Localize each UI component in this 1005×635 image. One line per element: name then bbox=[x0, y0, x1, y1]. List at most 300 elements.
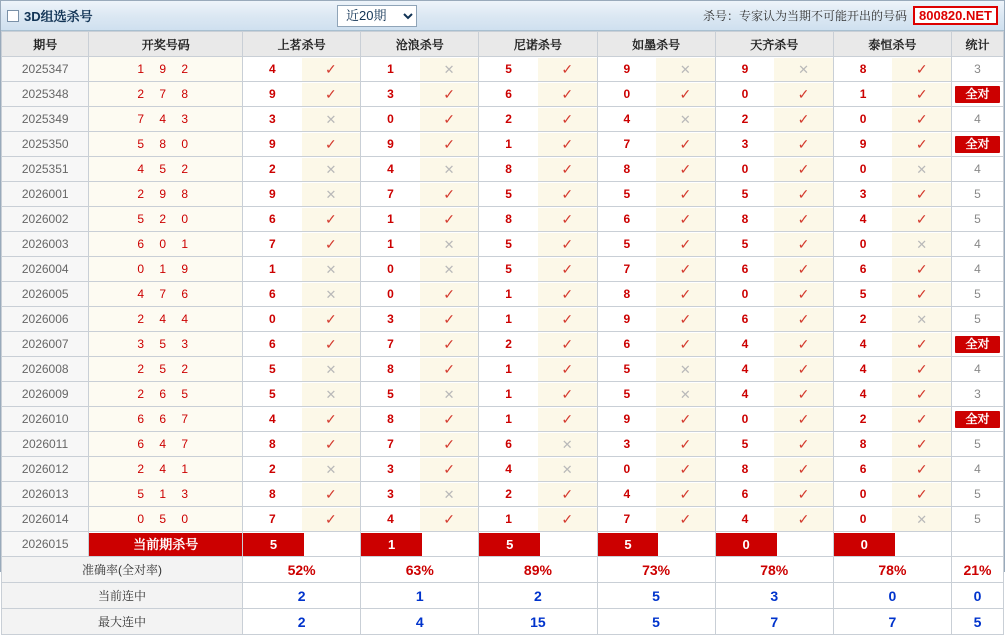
cell-expert-4 bbox=[715, 157, 833, 182]
kill-number: 2 bbox=[243, 158, 302, 181]
cell-issue[interactable]: 2026014 bbox=[2, 507, 89, 532]
check-icon: ✓ bbox=[420, 508, 479, 531]
all-correct-badge: 全对 bbox=[955, 336, 1000, 353]
check-icon: ✓ bbox=[538, 483, 597, 506]
cell-expert-4 bbox=[715, 407, 833, 432]
cross-icon: ✕ bbox=[538, 433, 597, 456]
cell-expert-0 bbox=[243, 207, 361, 232]
table-row bbox=[2, 507, 1004, 532]
check-icon: ✓ bbox=[656, 258, 715, 281]
cell-open-numbers: 1 9 2 bbox=[89, 57, 243, 82]
col-header-expert-5: 泰恒杀号 bbox=[833, 32, 951, 57]
cell-expert-4 bbox=[715, 507, 833, 532]
cell-expert-0 bbox=[243, 232, 361, 257]
kill-number: 4 bbox=[834, 358, 893, 381]
cell-issue[interactable]: 2026003 bbox=[2, 232, 89, 257]
cell-issue[interactable]: 2025348 bbox=[2, 82, 89, 107]
cell-expert-3 bbox=[597, 307, 715, 332]
table-row bbox=[2, 107, 1004, 132]
cell-expert-5 bbox=[833, 407, 951, 432]
cell-issue[interactable]: 2026005 bbox=[2, 282, 89, 307]
check-icon: ✓ bbox=[656, 408, 715, 431]
kill-number: 9 bbox=[243, 183, 302, 206]
cross-icon: ✕ bbox=[302, 283, 361, 306]
summary-stat: 5 bbox=[951, 609, 1003, 635]
kill-number: 5 bbox=[716, 233, 775, 256]
kill-number: 6 bbox=[598, 333, 657, 356]
kill-number: 0 bbox=[834, 508, 893, 531]
kill-number: 3 bbox=[361, 83, 420, 106]
current-kill-number: 5 bbox=[479, 533, 540, 556]
check-icon: ✓ bbox=[420, 333, 479, 356]
kill-number: 3 bbox=[361, 483, 420, 506]
cell-open-numbers: 2 9 8 bbox=[89, 182, 243, 207]
cross-icon: ✕ bbox=[656, 358, 715, 381]
cell-expert-0 bbox=[243, 507, 361, 532]
kill-number: 9 bbox=[598, 308, 657, 331]
site-logo: 800820.NET bbox=[913, 6, 998, 25]
cell-expert-3 bbox=[597, 257, 715, 282]
kill-number: 7 bbox=[598, 258, 657, 281]
check-icon: ✓ bbox=[892, 358, 951, 381]
check-icon: ✓ bbox=[302, 133, 361, 156]
kill-number: 8 bbox=[479, 158, 538, 181]
current-period-row bbox=[2, 532, 1004, 557]
check-icon: ✓ bbox=[892, 58, 951, 81]
kill-number: 8 bbox=[361, 408, 420, 431]
cell-issue[interactable]: 2026008 bbox=[2, 357, 89, 382]
kill-number: 8 bbox=[479, 208, 538, 231]
cell-expert-3 bbox=[597, 507, 715, 532]
current-kill-number: 0 bbox=[716, 533, 777, 556]
cell-expert-2 bbox=[479, 157, 597, 182]
kill-number: 5 bbox=[598, 183, 657, 206]
kill-number: 4 bbox=[716, 358, 775, 381]
kill-number: 4 bbox=[479, 458, 538, 481]
cell-expert-0 bbox=[243, 357, 361, 382]
cell-issue[interactable]: 2026002 bbox=[2, 207, 89, 232]
cell-expert-1 bbox=[361, 457, 479, 482]
check-icon: ✓ bbox=[302, 308, 361, 331]
kill-number: 7 bbox=[361, 333, 420, 356]
table-row bbox=[2, 82, 1004, 107]
cell-expert-5 bbox=[833, 307, 951, 332]
col-header-expert-1: 沧浪杀号 bbox=[361, 32, 479, 57]
cell-issue[interactable]: 2026007 bbox=[2, 332, 89, 357]
kill-number: 0 bbox=[361, 283, 420, 306]
summary-value-0: 52% bbox=[243, 557, 361, 583]
kill-number: 2 bbox=[479, 108, 538, 131]
toolbar bbox=[1, 1, 1004, 31]
kill-number: 0 bbox=[834, 158, 893, 181]
cell-stat: 3 bbox=[951, 382, 1003, 407]
cell-expert-2 bbox=[479, 482, 597, 507]
cell-stat: 5 bbox=[951, 282, 1003, 307]
current-kill-number: 1 bbox=[361, 533, 422, 556]
cell-stat-current bbox=[951, 532, 1003, 557]
kill-number: 9 bbox=[598, 58, 657, 81]
check-icon: ✓ bbox=[538, 158, 597, 181]
kill-number: 2 bbox=[834, 408, 893, 431]
page-title: 3D组选杀号 bbox=[24, 9, 93, 24]
cross-icon: ✕ bbox=[302, 358, 361, 381]
cell-expert-1 bbox=[361, 307, 479, 332]
cell-expert-1 bbox=[361, 332, 479, 357]
col-header-expert-4: 天齐杀号 bbox=[715, 32, 833, 57]
cell-expert-5 bbox=[833, 132, 951, 157]
kill-number: 5 bbox=[834, 283, 893, 306]
cell-expert-2 bbox=[479, 407, 597, 432]
check-icon: ✓ bbox=[892, 408, 951, 431]
cell-expert-2 bbox=[479, 282, 597, 307]
cross-icon: ✕ bbox=[302, 458, 361, 481]
cell-stat: 5 bbox=[951, 507, 1003, 532]
check-icon: ✓ bbox=[302, 433, 361, 456]
check-icon: ✓ bbox=[774, 183, 833, 206]
check-icon: ✓ bbox=[774, 233, 833, 256]
kill-number: 0 bbox=[716, 408, 775, 431]
cell-expert-2 bbox=[479, 382, 597, 407]
cell-expert-3 bbox=[597, 382, 715, 407]
check-icon: ✓ bbox=[774, 83, 833, 106]
cell-expert-0 bbox=[243, 407, 361, 432]
kill-number: 9 bbox=[716, 58, 775, 81]
kill-number: 0 bbox=[243, 308, 302, 331]
cell-expert-4 bbox=[715, 382, 833, 407]
current-kill-cell-1 bbox=[361, 532, 479, 557]
cross-icon: ✕ bbox=[420, 383, 479, 406]
kill-number: 8 bbox=[716, 208, 775, 231]
cell-expert-1 bbox=[361, 432, 479, 457]
table-row bbox=[2, 207, 1004, 232]
check-icon: ✓ bbox=[656, 508, 715, 531]
check-icon: ✓ bbox=[538, 133, 597, 156]
cell-expert-1 bbox=[361, 482, 479, 507]
cross-icon: ✕ bbox=[892, 508, 951, 531]
cell-issue[interactable]: 2026001 bbox=[2, 182, 89, 207]
check-icon: ✓ bbox=[774, 508, 833, 531]
cross-icon: ✕ bbox=[774, 58, 833, 81]
check-icon: ✓ bbox=[420, 83, 479, 106]
cross-icon: ✕ bbox=[420, 58, 479, 81]
cross-icon: ✕ bbox=[302, 258, 361, 281]
cell-open-numbers: 5 1 3 bbox=[89, 482, 243, 507]
table-row bbox=[2, 257, 1004, 282]
table-row bbox=[2, 357, 1004, 382]
cell-stat bbox=[951, 332, 1003, 357]
check-icon: ✓ bbox=[774, 133, 833, 156]
cell-issue[interactable]: 2026013 bbox=[2, 482, 89, 507]
check-icon: ✓ bbox=[538, 408, 597, 431]
check-icon: ✓ bbox=[656, 433, 715, 456]
cell-stat: 4 bbox=[951, 232, 1003, 257]
kill-number: 6 bbox=[243, 283, 302, 306]
check-icon: ✓ bbox=[538, 283, 597, 306]
check-icon: ✓ bbox=[538, 258, 597, 281]
kill-number: 6 bbox=[716, 258, 775, 281]
cell-expert-5 bbox=[833, 207, 951, 232]
check-icon: ✓ bbox=[538, 383, 597, 406]
cell-expert-0 bbox=[243, 182, 361, 207]
check-icon: ✓ bbox=[656, 458, 715, 481]
cell-stat: 5 bbox=[951, 307, 1003, 332]
cell-expert-0 bbox=[243, 132, 361, 157]
cell-expert-4 bbox=[715, 207, 833, 232]
cell-expert-2 bbox=[479, 82, 597, 107]
cell-expert-2 bbox=[479, 132, 597, 157]
kill-number: 0 bbox=[716, 283, 775, 306]
kill-number: 1 bbox=[361, 58, 420, 81]
kill-number: 8 bbox=[834, 58, 893, 81]
cell-expert-0 bbox=[243, 57, 361, 82]
kill-number: 9 bbox=[598, 408, 657, 431]
kill-number: 4 bbox=[716, 508, 775, 531]
cell-expert-0 bbox=[243, 432, 361, 457]
kill-number: 9 bbox=[834, 133, 893, 156]
table-head bbox=[2, 32, 1004, 57]
table-row bbox=[2, 457, 1004, 482]
check-icon: ✓ bbox=[656, 183, 715, 206]
kill-number: 4 bbox=[361, 508, 420, 531]
table-row bbox=[2, 382, 1004, 407]
check-icon: ✓ bbox=[538, 83, 597, 106]
cell-expert-2 bbox=[479, 307, 597, 332]
cell-issue[interactable]: 2026010 bbox=[2, 407, 89, 432]
cell-open-numbers: 4 5 2 bbox=[89, 157, 243, 182]
kill-number: 9 bbox=[243, 133, 302, 156]
kill-number: 7 bbox=[598, 133, 657, 156]
cell-expert-5 bbox=[833, 382, 951, 407]
check-icon: ✓ bbox=[302, 58, 361, 81]
summary-stat: 0 bbox=[951, 583, 1003, 609]
col-header-open: 开奖号码 bbox=[89, 32, 243, 57]
cell-expert-5 bbox=[833, 507, 951, 532]
toolbar-note-group bbox=[703, 6, 998, 25]
cell-issue[interactable]: 2026004 bbox=[2, 257, 89, 282]
cell-expert-2 bbox=[479, 457, 597, 482]
summary-value-5: 78% bbox=[833, 557, 951, 583]
check-icon: ✓ bbox=[538, 183, 597, 206]
check-icon: ✓ bbox=[774, 408, 833, 431]
cell-expert-1 bbox=[361, 282, 479, 307]
check-icon: ✓ bbox=[892, 108, 951, 131]
cell-expert-4 bbox=[715, 457, 833, 482]
cell-expert-2 bbox=[479, 57, 597, 82]
kill-number: 8 bbox=[716, 458, 775, 481]
cell-issue[interactable]: 2026006 bbox=[2, 307, 89, 332]
col-header-issue: 期号 bbox=[2, 32, 89, 57]
current-kill-cell-4 bbox=[715, 532, 833, 557]
cell-expert-0 bbox=[243, 82, 361, 107]
kill-number: 2 bbox=[479, 333, 538, 356]
current-kill-cell-3 bbox=[597, 532, 715, 557]
check-icon: ✓ bbox=[774, 108, 833, 131]
summary-label: 准确率(全对率) bbox=[2, 557, 243, 583]
summary-row bbox=[2, 583, 1004, 609]
cell-expert-0 bbox=[243, 457, 361, 482]
check-icon: ✓ bbox=[302, 333, 361, 356]
cell-expert-5 bbox=[833, 157, 951, 182]
kill-number: 3 bbox=[361, 458, 420, 481]
select-all-checkbox[interactable] bbox=[7, 10, 19, 22]
cell-stat bbox=[951, 407, 1003, 432]
check-icon: ✓ bbox=[774, 208, 833, 231]
cell-expert-3 bbox=[597, 157, 715, 182]
cell-stat: 4 bbox=[951, 457, 1003, 482]
cell-expert-1 bbox=[361, 232, 479, 257]
cell-expert-4 bbox=[715, 357, 833, 382]
table-row bbox=[2, 232, 1004, 257]
period-select[interactable] bbox=[337, 5, 417, 27]
summary-value-5: 0 bbox=[833, 583, 951, 609]
cell-stat bbox=[951, 82, 1003, 107]
kill-number: 0 bbox=[834, 108, 893, 131]
check-icon: ✓ bbox=[892, 183, 951, 206]
kill-number: 8 bbox=[598, 158, 657, 181]
cell-open-numbers: 2 6 5 bbox=[89, 382, 243, 407]
cell-issue-current[interactable]: 2026015 bbox=[2, 532, 89, 557]
cell-issue[interactable]: 2025347 bbox=[2, 57, 89, 82]
summary-value-1: 1 bbox=[361, 583, 479, 609]
check-icon: ✓ bbox=[656, 83, 715, 106]
cell-expert-1 bbox=[361, 257, 479, 282]
cell-issue[interactable]: 2026011 bbox=[2, 432, 89, 457]
cell-expert-4 bbox=[715, 432, 833, 457]
check-icon: ✓ bbox=[774, 158, 833, 181]
cell-expert-3 bbox=[597, 57, 715, 82]
table-row bbox=[2, 182, 1004, 207]
cell-issue[interactable]: 2026012 bbox=[2, 457, 89, 482]
kill-number: 1 bbox=[834, 83, 893, 106]
table-row bbox=[2, 407, 1004, 432]
kill-number: 1 bbox=[361, 208, 420, 231]
cell-expert-4 bbox=[715, 132, 833, 157]
cross-icon: ✕ bbox=[302, 108, 361, 131]
check-icon: ✓ bbox=[774, 458, 833, 481]
cell-expert-1 bbox=[361, 157, 479, 182]
check-icon: ✓ bbox=[892, 258, 951, 281]
check-icon: ✓ bbox=[538, 108, 597, 131]
kill-number: 9 bbox=[361, 133, 420, 156]
toolbar-title-group bbox=[7, 6, 337, 25]
current-kill-number: 0 bbox=[834, 533, 895, 556]
cross-icon: ✕ bbox=[538, 458, 597, 481]
kill-number: 4 bbox=[834, 383, 893, 406]
current-kill-number: 5 bbox=[598, 533, 659, 556]
current-kill-label: 当前期杀号 bbox=[89, 533, 242, 556]
cell-expert-5 bbox=[833, 482, 951, 507]
cell-issue[interactable]: 2025350 bbox=[2, 132, 89, 157]
summary-value-2: 89% bbox=[479, 557, 597, 583]
col-header-expert-2: 尼诺杀号 bbox=[479, 32, 597, 57]
header-row bbox=[2, 32, 1004, 57]
kill-number: 6 bbox=[716, 483, 775, 506]
check-icon: ✓ bbox=[538, 508, 597, 531]
col-header-stat: 统计 bbox=[951, 32, 1003, 57]
cross-icon: ✕ bbox=[892, 233, 951, 256]
cell-expert-0 bbox=[243, 482, 361, 507]
cell-expert-5 bbox=[833, 82, 951, 107]
check-icon: ✓ bbox=[420, 183, 479, 206]
cell-issue[interactable]: 2025351 bbox=[2, 157, 89, 182]
table-row bbox=[2, 282, 1004, 307]
cross-icon: ✕ bbox=[656, 383, 715, 406]
cell-expert-4 bbox=[715, 182, 833, 207]
kill-number: 1 bbox=[479, 283, 538, 306]
summary-value-0: 2 bbox=[243, 609, 361, 635]
cell-expert-4 bbox=[715, 257, 833, 282]
cell-open-numbers: 6 0 1 bbox=[89, 232, 243, 257]
table-row bbox=[2, 432, 1004, 457]
check-icon: ✓ bbox=[302, 83, 361, 106]
cell-expert-1 bbox=[361, 407, 479, 432]
cell-expert-3 bbox=[597, 182, 715, 207]
cell-expert-3 bbox=[597, 407, 715, 432]
cross-icon: ✕ bbox=[302, 183, 361, 206]
cell-issue[interactable]: 2026009 bbox=[2, 382, 89, 407]
cell-expert-0 bbox=[243, 157, 361, 182]
cell-expert-5 bbox=[833, 182, 951, 207]
summary-value-3: 5 bbox=[597, 583, 715, 609]
check-icon: ✓ bbox=[302, 483, 361, 506]
cell-expert-0 bbox=[243, 382, 361, 407]
kill-number: 6 bbox=[243, 333, 302, 356]
kill-number: 8 bbox=[361, 358, 420, 381]
summary-value-5: 7 bbox=[833, 609, 951, 635]
summary-value-2: 2 bbox=[479, 583, 597, 609]
kill-number: 1 bbox=[479, 408, 538, 431]
cell-stat: 3 bbox=[951, 57, 1003, 82]
cell-expert-0 bbox=[243, 332, 361, 357]
kill-number: 3 bbox=[243, 108, 302, 131]
cell-open-numbers: 3 5 3 bbox=[89, 332, 243, 357]
kill-number: 2 bbox=[479, 483, 538, 506]
check-icon: ✓ bbox=[420, 408, 479, 431]
kill-number: 2 bbox=[716, 108, 775, 131]
check-icon: ✓ bbox=[774, 433, 833, 456]
cell-expert-2 bbox=[479, 507, 597, 532]
check-icon: ✓ bbox=[656, 158, 715, 181]
kill-number: 0 bbox=[598, 458, 657, 481]
cell-expert-4 bbox=[715, 282, 833, 307]
kill-number: 8 bbox=[243, 483, 302, 506]
summary-value-3: 73% bbox=[597, 557, 715, 583]
kill-number-table bbox=[1, 31, 1004, 635]
cell-expert-1 bbox=[361, 382, 479, 407]
check-icon: ✓ bbox=[892, 483, 951, 506]
check-icon: ✓ bbox=[538, 358, 597, 381]
cell-expert-0 bbox=[243, 257, 361, 282]
cell-expert-4 bbox=[715, 82, 833, 107]
kill-number: 4 bbox=[716, 383, 775, 406]
kill-number: 5 bbox=[598, 233, 657, 256]
kill-number: 4 bbox=[716, 333, 775, 356]
kill-number: 1 bbox=[361, 233, 420, 256]
cell-expert-5 bbox=[833, 457, 951, 482]
check-icon: ✓ bbox=[538, 233, 597, 256]
kill-number: 4 bbox=[834, 333, 893, 356]
check-icon: ✓ bbox=[892, 83, 951, 106]
all-correct-badge: 全对 bbox=[955, 136, 1000, 153]
summary-value-3: 5 bbox=[597, 609, 715, 635]
cell-expert-4 bbox=[715, 107, 833, 132]
cell-stat: 4 bbox=[951, 357, 1003, 382]
kill-number: 0 bbox=[834, 483, 893, 506]
check-icon: ✓ bbox=[656, 208, 715, 231]
kill-number: 6 bbox=[598, 208, 657, 231]
current-kill-cell-0 bbox=[243, 532, 361, 557]
cell-issue[interactable]: 2025349 bbox=[2, 107, 89, 132]
